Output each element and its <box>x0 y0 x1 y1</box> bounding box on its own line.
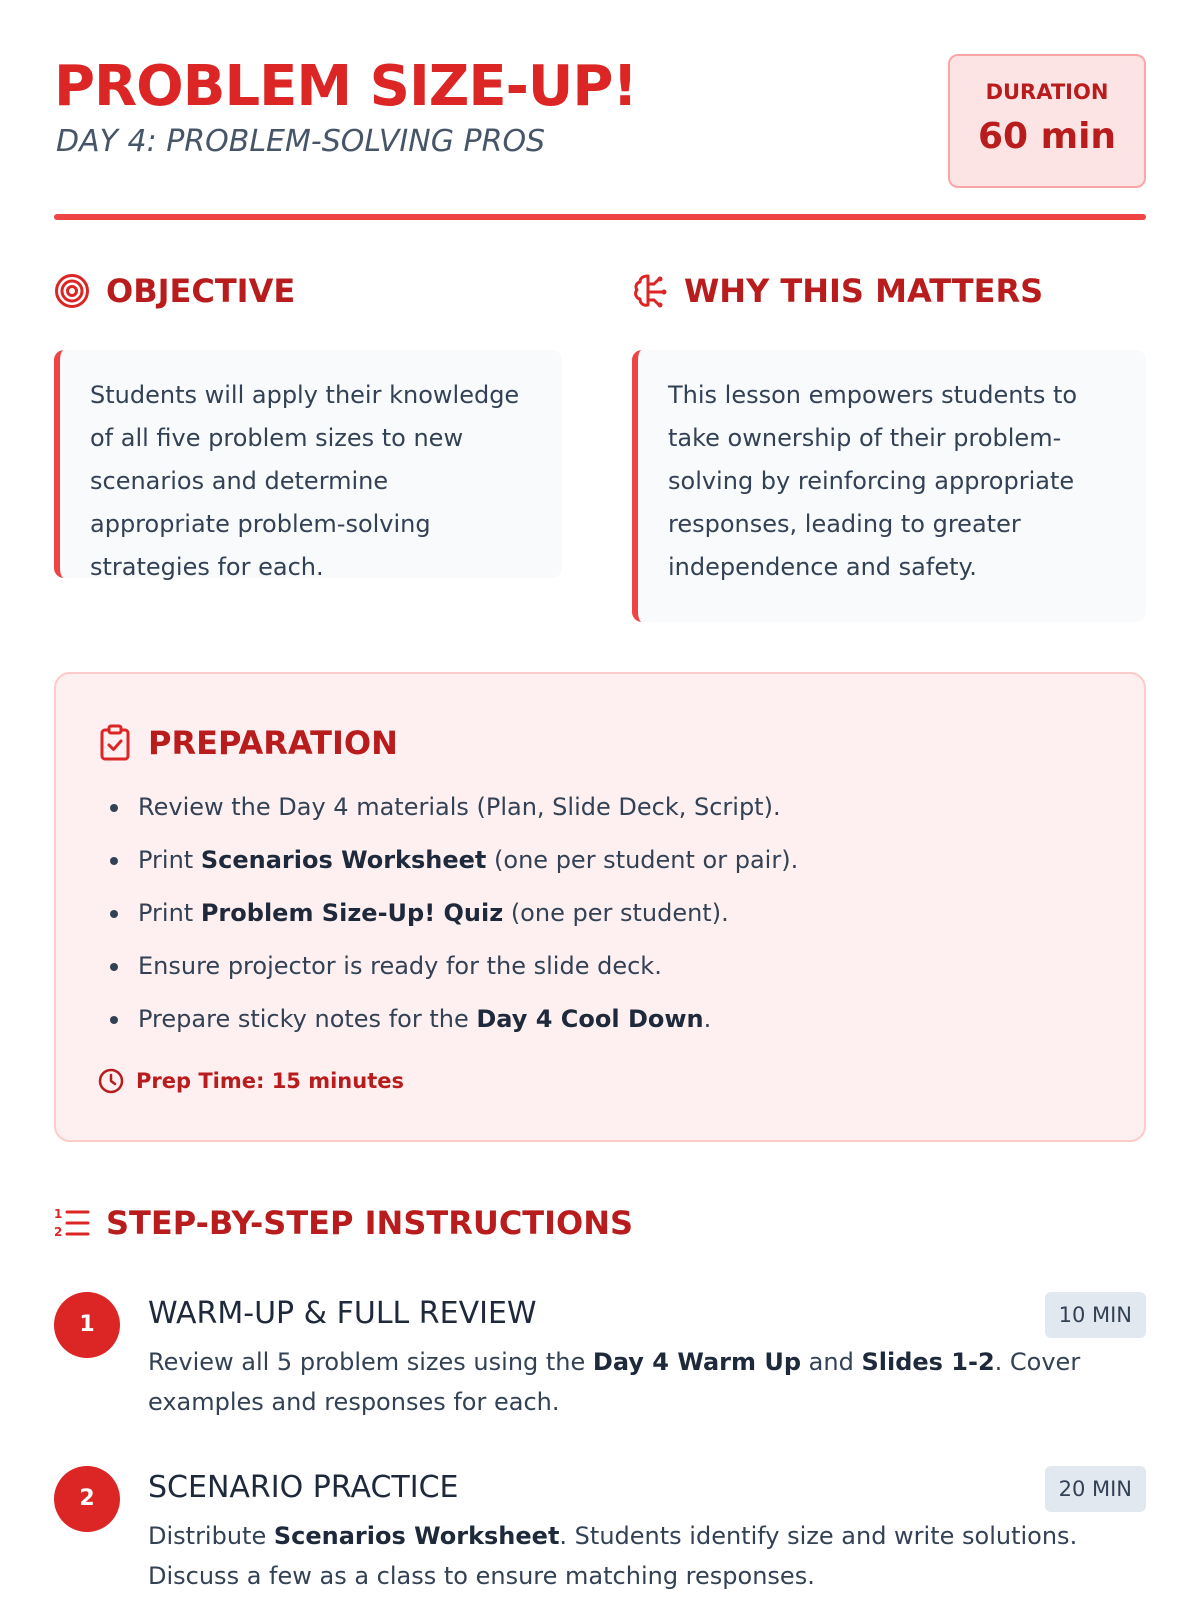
step-title: WARM-UP & FULL REVIEW <box>148 1296 537 1331</box>
preparation-item: Ensure projector is ready for the slide deck. <box>110 946 798 999</box>
target-icon <box>54 273 90 309</box>
lesson-plan-page <box>54 0 1146 1600</box>
step-number: 1 <box>54 1292 120 1358</box>
clock-icon <box>98 1068 124 1094</box>
duration-box <box>948 54 1146 188</box>
preparation-panel <box>54 672 1146 1142</box>
svg-text:2: 2 <box>54 1225 63 1239</box>
instructions-heading-label: STEP-BY-STEP INSTRUCTIONS <box>106 1204 634 1242</box>
objective-heading <box>54 272 295 310</box>
why-heading-label: WHY THIS MATTERS <box>684 272 1044 310</box>
step-description: Distribute Scenarios Worksheet. Students identify size and write solutions. Discuss a few as a class to ensure matching responses. <box>148 1522 1078 1590</box>
preparation-item: Print Problem Size-Up! Quiz (one per student). <box>110 893 798 946</box>
why-text: This lesson empowers students to take ownership of their problem-solving by reinforcing appropriate responses, leading to greater independence and safety. <box>668 381 1078 581</box>
clipboard-check-icon <box>98 724 132 762</box>
duration-value: 60 min <box>977 116 1117 157</box>
instructions-heading <box>54 1204 633 1242</box>
svg-text:1: 1 <box>54 1207 63 1221</box>
why-card <box>632 350 1146 622</box>
brain-icon <box>632 272 668 310</box>
preparation-list <box>110 787 798 1052</box>
preparation-heading-label: PREPARATION <box>148 724 398 762</box>
step-duration-badge: 20 MIN <box>1045 1466 1146 1512</box>
objective-heading-label: OBJECTIVE <box>106 272 296 310</box>
objective-card <box>54 350 562 581</box>
why-heading <box>632 272 1043 310</box>
header <box>54 0 1146 222</box>
preparation-item: Prepare sticky notes for the Day 4 Cool Down. <box>110 999 798 1052</box>
preparation-heading <box>98 724 398 762</box>
objective-text: Students will apply their knowledge of all five problem sizes to new scenarios and determine appropriate problem-solving strategies for each. <box>90 381 520 581</box>
step-duration-badge: 10 MIN <box>1045 1292 1146 1338</box>
preparation-item: Print Scenarios Worksheet (one per student or pair). <box>110 840 798 893</box>
header-divider <box>54 214 1146 220</box>
page-title: PROBLEM SIZE-UP! <box>54 54 637 119</box>
prep-time <box>98 1068 404 1094</box>
numbered-list-icon <box>54 1206 90 1240</box>
duration-label: DURATION <box>985 80 1109 104</box>
step-description: Review all 5 problem sizes using the Day 4 Warm Up and Slides 1-2. Cover examples and responses for each. <box>148 1348 1081 1416</box>
prep-time-label: Prep Time: 15 minutes <box>136 1069 404 1093</box>
step-title: SCENARIO PRACTICE <box>148 1470 459 1505</box>
preparation-item: Review the Day 4 materials (Plan, Slide Deck, Script). <box>110 787 798 840</box>
step-number: 2 <box>54 1466 120 1532</box>
page-subtitle: DAY 4: PROBLEM-SOLVING PROS <box>56 124 546 159</box>
